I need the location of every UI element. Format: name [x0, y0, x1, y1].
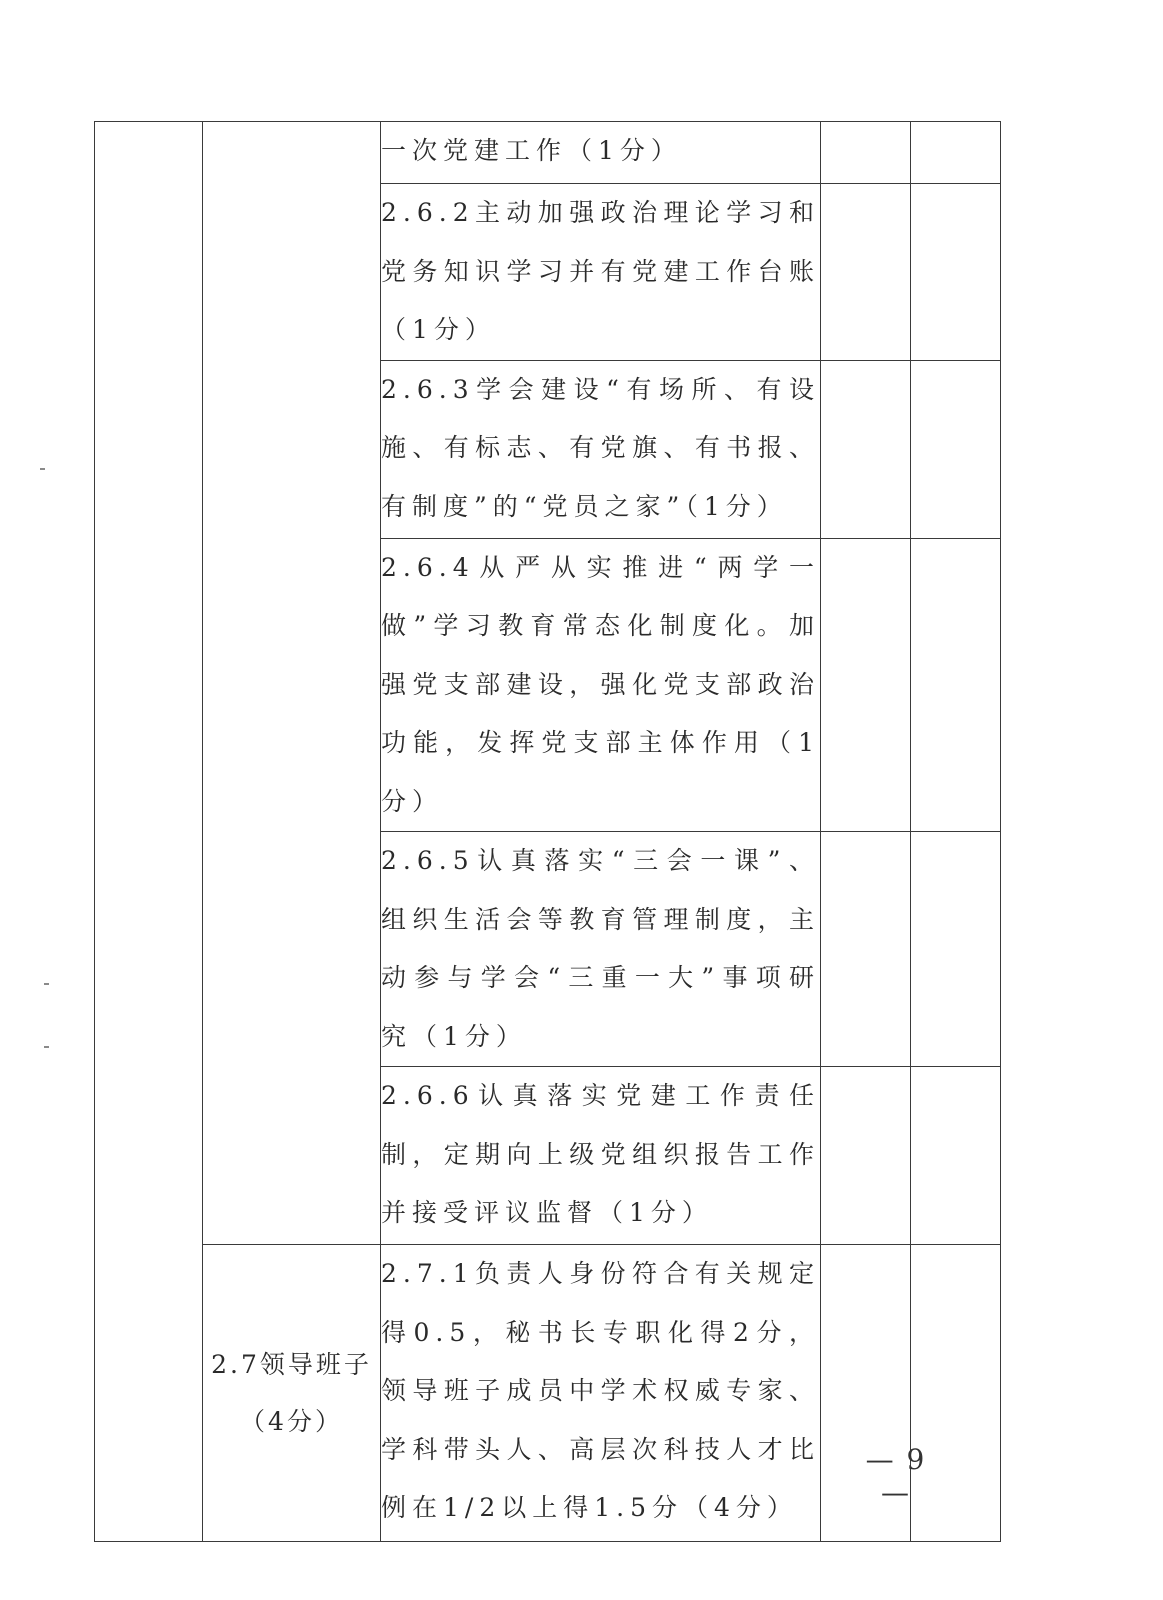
score-cell [821, 360, 911, 538]
remark-cell [911, 1067, 1001, 1245]
score-cell [821, 1067, 911, 1245]
subitem-cell: 2.7领导班子（4分） [203, 1245, 381, 1542]
scan-mark [44, 1046, 49, 1048]
category-cell [95, 122, 203, 1542]
remark-cell [911, 832, 1001, 1067]
evaluation-table [94, 121, 1001, 1542]
scan-mark [44, 983, 49, 985]
subitem-cell [203, 122, 381, 1245]
remark-cell [911, 122, 1001, 184]
table-row [95, 122, 1001, 184]
remark-cell [911, 360, 1001, 538]
criterion-cell: 2.6.3学会建设“有场所、有设施、有标志、有党旗、有书报、有制度”的“党员之家”（1分） [381, 360, 821, 538]
criterion-cell: 2.6.6认真落实党建工作责任制，定期向上级党组织报告工作并接受评议监督（1分） [381, 1067, 821, 1245]
remark-cell [911, 184, 1001, 361]
criterion-cell: 2.6.5认真落实“三会一课”、组织生活会等教育管理制度，主动参与学会“三重一大”事项研究（1分） [381, 832, 821, 1067]
criterion-cell: 2.7.1负责人身份符合有关规定得0.5，秘书长专职化得2分，领导班子成员中学术权威专家、学科带头人、高层次科技人才比例在1/2以上得1.5分（4分） [381, 1245, 821, 1542]
criterion-cell: 2.6.2主动加强政治理论学习和党务知识学习并有党建工作台账（1分） [381, 184, 821, 361]
criterion-cell: 一次党建工作（1分） [381, 122, 821, 184]
remark-cell [911, 538, 1001, 832]
score-cell [821, 538, 911, 832]
score-cell [821, 184, 911, 361]
scan-mark [40, 468, 45, 470]
score-cell [821, 122, 911, 184]
page-number: — 9 — [865, 1443, 927, 1509]
score-cell [821, 832, 911, 1067]
criterion-cell: 2.6.4从严从实推进“两学一做”学习教育常态化制度化。加强党支部建设，强化党支部政治功能，发挥党支部主体作用（1分） [381, 538, 821, 832]
